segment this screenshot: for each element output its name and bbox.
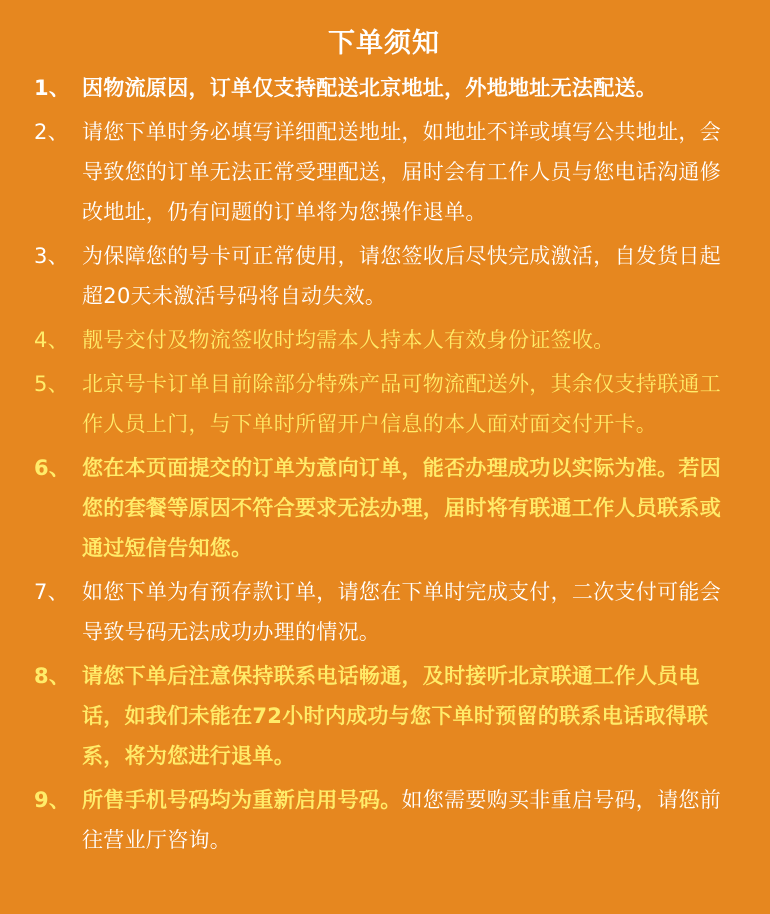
notice-number: 5、 (34, 372, 69, 396)
notice-number: 1、 (34, 76, 71, 100)
notice-number: 6、 (34, 456, 71, 480)
notice-text-group (82, 780, 734, 860)
notice-text: 请您下单时务必填写详细配送地址，如地址不详或填写公共地址，会导致您的订单无法正常受理配送，届时会有工作人员与您电话沟通修改地址，仍有问题的订单将为您操作退单。 (82, 120, 721, 224)
notice-text: 北京号卡订单目前除部分特殊产品可物流配送外，其余仅支持联通工作人员上门，与下单时所留开户信息的本人面对面交付开卡。 (82, 372, 721, 436)
notice-item-9 (34, 780, 734, 860)
notice-tail-text: 如您需要购买非重启号码，请您前往营业厅咨询。 (82, 788, 721, 852)
notice-number: 7、 (34, 580, 69, 604)
notice-item-8 (34, 656, 734, 776)
notice-text: 所售手机号码均为重新启用号码。 (82, 788, 402, 812)
notice-item-3 (34, 236, 734, 316)
notice-item-6 (34, 448, 734, 568)
page-title: 下单须知 (328, 28, 440, 59)
notice-text: 为保障您的号卡可正常使用，请您签收后尽快完成激活，自发货日起超20天未激活号码将自动失效。 (82, 244, 721, 308)
notice-number: 2、 (34, 120, 69, 144)
notice-text: 请您下单后注意保持联系电话畅通，及时接听北京联通工作人员电话，如我们未能在72小时内成功与您下单时预留的联系电话取得联系，将为您进行退单。 (82, 664, 709, 768)
notice-item-4 (34, 320, 734, 360)
notice-number: 4、 (34, 328, 69, 352)
notice-item-5 (34, 364, 734, 444)
notice-text: 靓号交付及物流签收时均需本人持本人有效身份证签收。 (82, 328, 615, 352)
notice-text: 您在本页面提交的订单为意向订单，能否办理成功以实际为准。若因您的套餐等原因不符合要求无法办理，届时将有联通工作人员联系或通过短信告知您。 (82, 456, 721, 560)
notice-number: 9、 (34, 788, 71, 812)
notice-text: 因物流原因，订单仅支持配送北京地址，外地地址无法配送。 (82, 76, 658, 100)
notice-item-2 (34, 112, 734, 232)
notice-item-7 (34, 572, 734, 652)
notice-number: 3、 (34, 244, 69, 268)
notice-number: 8、 (34, 664, 71, 688)
notice-text: 如您下单为有预存款订单，请您在下单时完成支付，二次支付可能会导致号码无法成功办理的情况。 (82, 580, 721, 644)
notice-item-1 (34, 68, 734, 108)
